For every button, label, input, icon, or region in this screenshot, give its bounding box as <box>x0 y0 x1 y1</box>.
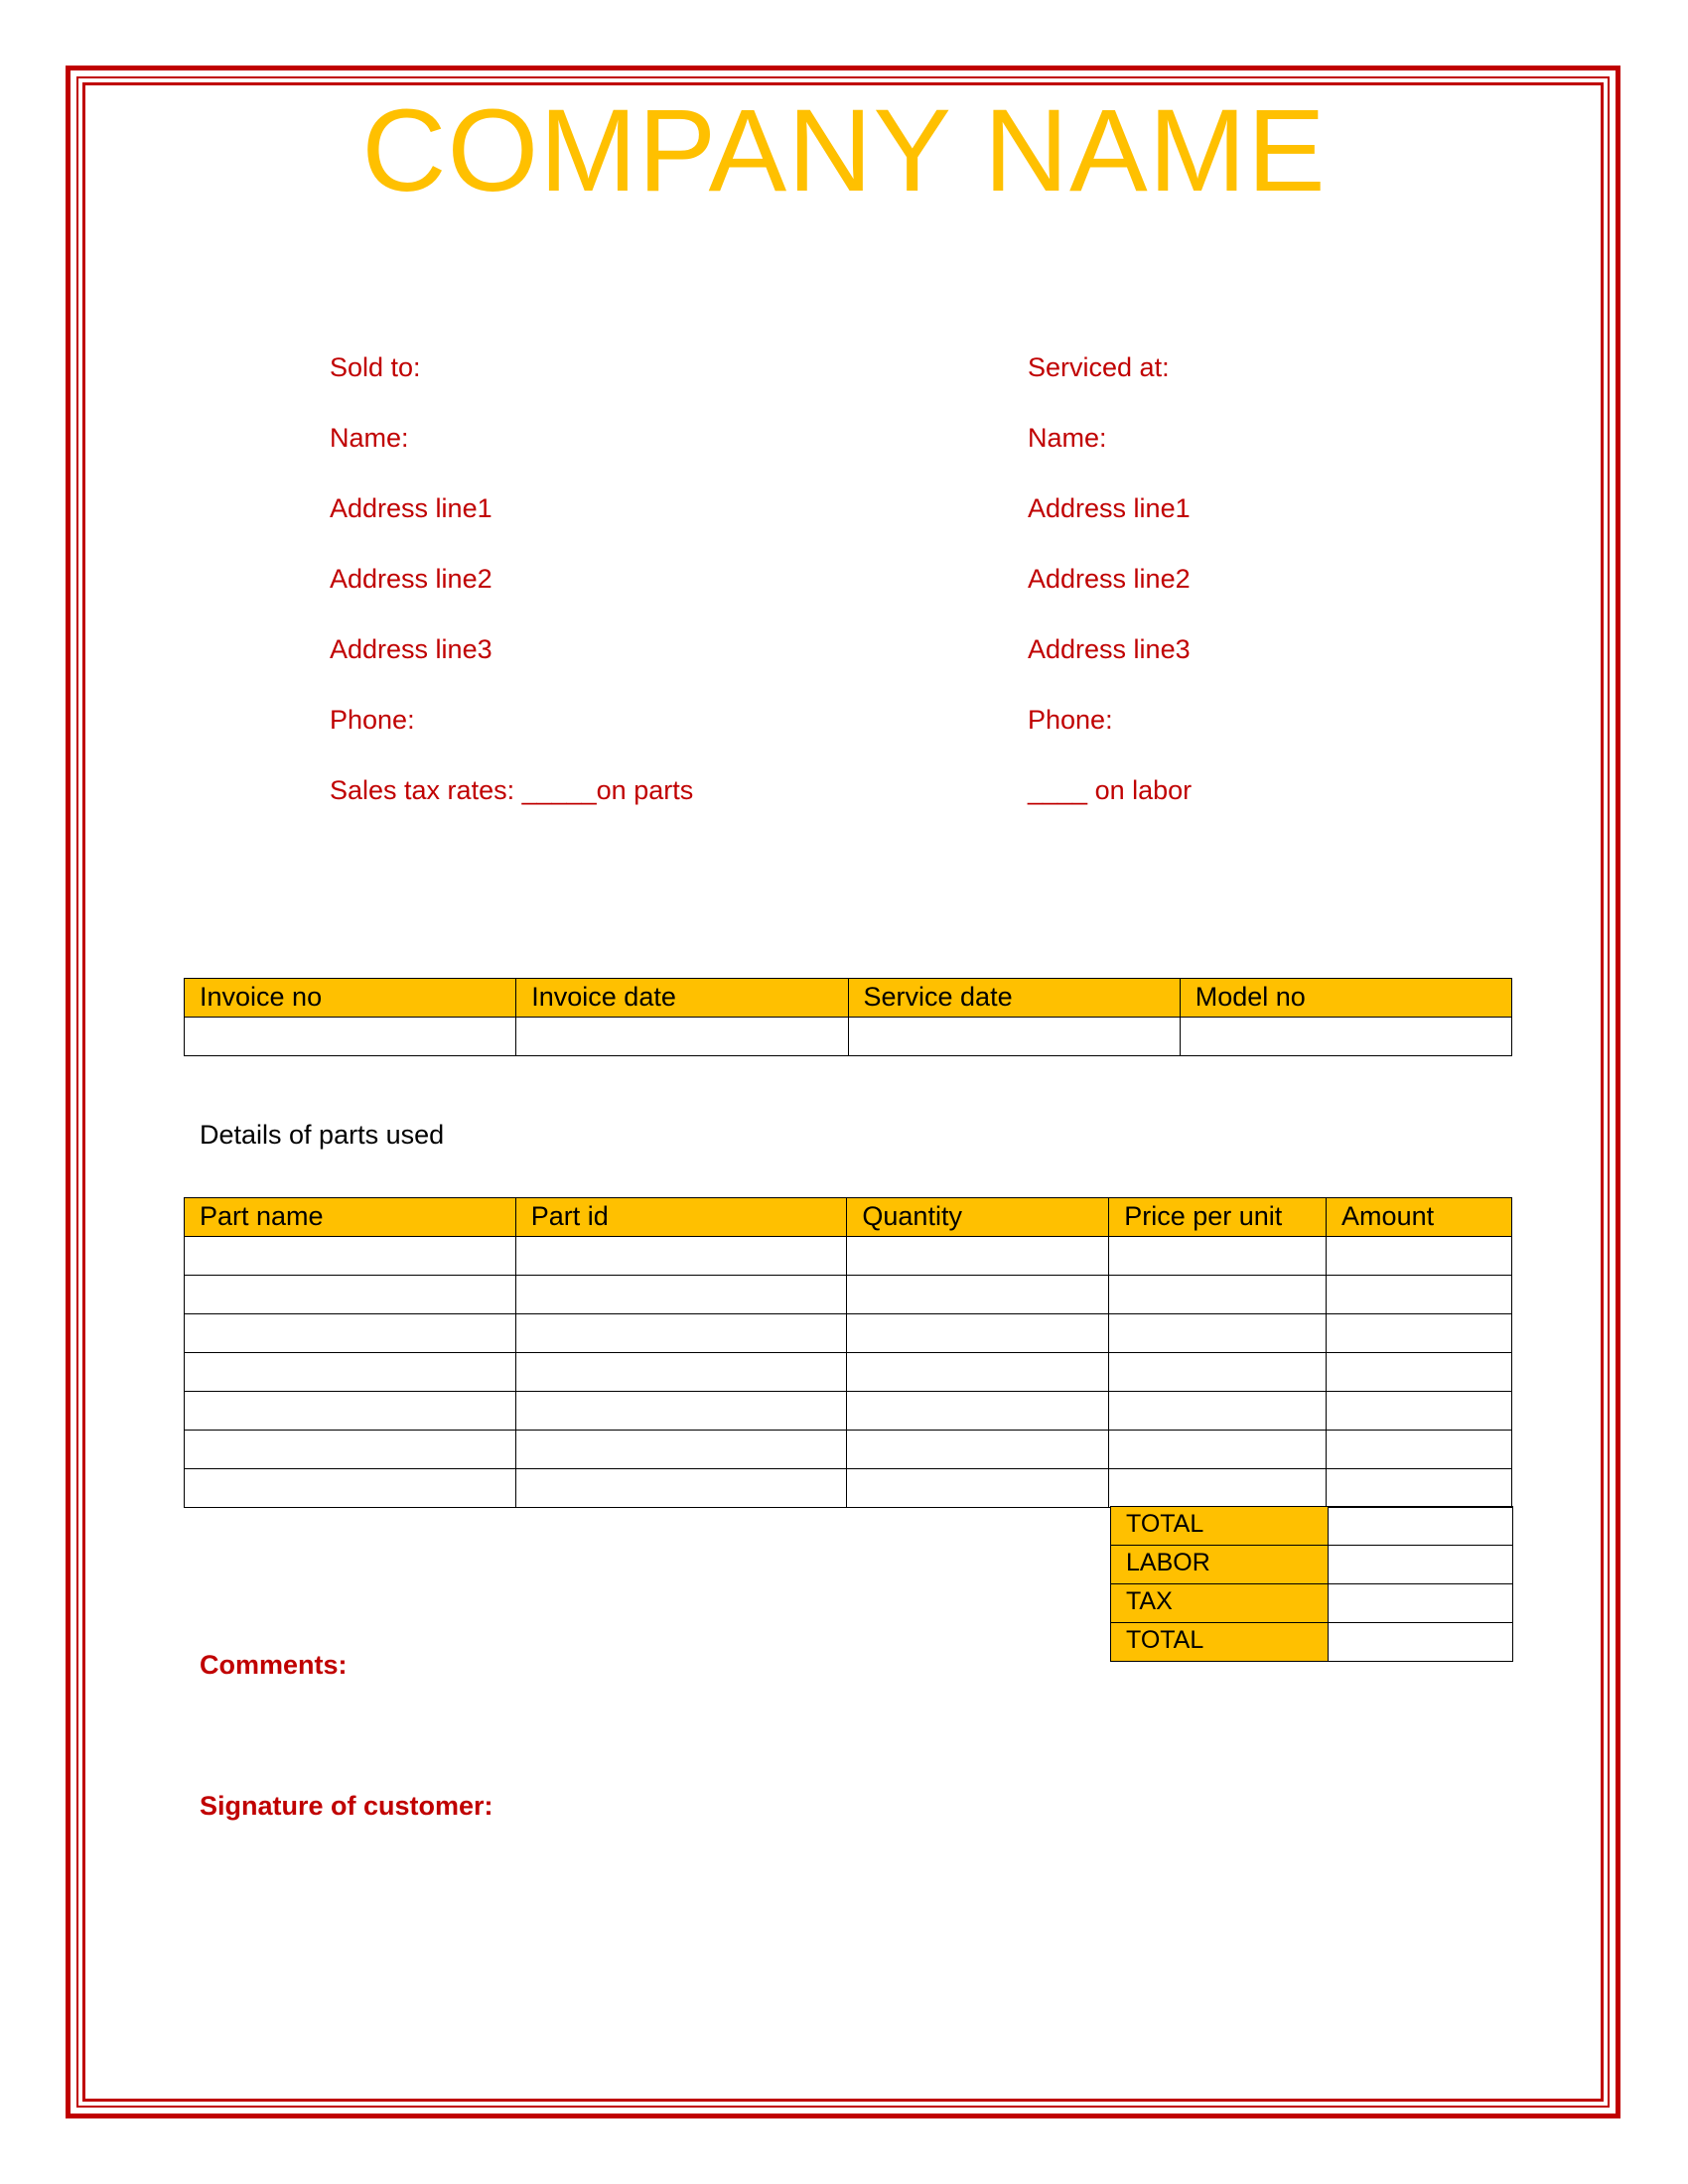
amount-cell[interactable] <box>1327 1314 1512 1353</box>
tax-value-cell[interactable] <box>1329 1584 1513 1623</box>
part-name-cell[interactable] <box>185 1276 516 1314</box>
invoice-date-header: Invoice date <box>516 979 848 1018</box>
sold-to-heading: Sold to: <box>330 352 421 382</box>
part-id-cell[interactable] <box>515 1237 847 1276</box>
part-id-cell[interactable] <box>515 1431 847 1469</box>
price-per-unit-cell[interactable] <box>1109 1469 1327 1508</box>
quantity-cell[interactable] <box>847 1314 1109 1353</box>
service-date-cell[interactable] <box>848 1018 1180 1056</box>
amount-cell[interactable] <box>1327 1237 1512 1276</box>
sold-to-address1: Address line1 <box>330 493 492 523</box>
part-name-cell[interactable] <box>185 1314 516 1353</box>
parts-row <box>185 1392 1512 1431</box>
totals-row <box>1111 1623 1513 1662</box>
serviced-at-block <box>1028 351 1192 845</box>
grand-total-value-cell[interactable] <box>1329 1623 1513 1662</box>
quantity-cell[interactable] <box>847 1392 1109 1431</box>
parts-row <box>185 1237 1512 1276</box>
price-per-unit-cell[interactable] <box>1109 1237 1327 1276</box>
totals-table <box>1110 1506 1513 1662</box>
quantity-cell[interactable] <box>847 1237 1109 1276</box>
model-no-header: Model no <box>1180 979 1511 1018</box>
total-label: TOTAL <box>1111 1507 1329 1546</box>
model-no-cell[interactable] <box>1180 1018 1511 1056</box>
sold-to-block <box>330 351 693 845</box>
part-name-cell[interactable] <box>185 1237 516 1276</box>
labor-value-cell[interactable] <box>1329 1546 1513 1584</box>
parts-header-row <box>185 1198 1512 1237</box>
amount-cell[interactable] <box>1327 1276 1512 1314</box>
invoice-no-header: Invoice no <box>185 979 516 1018</box>
quantity-cell[interactable] <box>847 1353 1109 1392</box>
serviced-at-address2: Address line2 <box>1028 564 1191 594</box>
company-name: COMPANY NAME <box>361 85 1327 216</box>
sold-to-name: Name: <box>330 423 409 453</box>
quantity-cell[interactable] <box>847 1469 1109 1508</box>
totals-row <box>1111 1546 1513 1584</box>
price-per-unit-cell[interactable] <box>1109 1392 1327 1431</box>
part-id-cell[interactable] <box>515 1392 847 1431</box>
parts-row <box>185 1276 1512 1314</box>
parts-row <box>185 1353 1512 1392</box>
totals-row <box>1111 1584 1513 1623</box>
sold-to-phone: Phone: <box>330 705 415 735</box>
price-per-unit-cell[interactable] <box>1109 1276 1327 1314</box>
part-name-cell[interactable] <box>185 1353 516 1392</box>
sales-tax-labor: ____ on labor <box>1028 775 1193 805</box>
part-id-cell[interactable] <box>515 1469 847 1508</box>
sold-to-address3: Address line3 <box>330 634 492 664</box>
signature-label: Signature of customer: <box>200 1791 493 1821</box>
amount-header: Amount <box>1327 1198 1512 1237</box>
quantity-cell[interactable] <box>847 1276 1109 1314</box>
sales-tax-parts: Sales tax rates: _____on parts <box>330 775 694 805</box>
part-id-cell[interactable] <box>515 1314 847 1353</box>
part-id-cell[interactable] <box>515 1353 847 1392</box>
tax-label: TAX <box>1111 1584 1329 1623</box>
price-per-unit-cell[interactable] <box>1109 1353 1327 1392</box>
labor-label: LABOR <box>1111 1546 1329 1584</box>
part-id-header: Part id <box>515 1198 847 1237</box>
invoice-value-row <box>185 1018 1512 1056</box>
parts-row <box>185 1469 1512 1508</box>
serviced-at-name: Name: <box>1028 423 1107 453</box>
amount-cell[interactable] <box>1327 1353 1512 1392</box>
serviced-at-address3: Address line3 <box>1028 634 1191 664</box>
part-name-cell[interactable] <box>185 1469 516 1508</box>
invoice-header-row <box>185 979 1512 1018</box>
service-date-header: Service date <box>848 979 1180 1018</box>
amount-cell[interactable] <box>1327 1469 1512 1508</box>
comments-label: Comments: <box>200 1650 348 1680</box>
part-name-cell[interactable] <box>185 1392 516 1431</box>
serviced-at-phone: Phone: <box>1028 705 1113 735</box>
amount-cell[interactable] <box>1327 1392 1512 1431</box>
price-per-unit-header: Price per unit <box>1109 1198 1327 1237</box>
part-name-header: Part name <box>185 1198 516 1237</box>
amount-cell[interactable] <box>1327 1431 1512 1469</box>
serviced-at-address1: Address line1 <box>1028 493 1191 523</box>
quantity-header: Quantity <box>847 1198 1109 1237</box>
part-name-cell[interactable] <box>185 1431 516 1469</box>
parts-table <box>184 1197 1512 1508</box>
price-per-unit-cell[interactable] <box>1109 1314 1327 1353</box>
invoice-table <box>184 978 1512 1056</box>
parts-row <box>185 1314 1512 1353</box>
quantity-cell[interactable] <box>847 1431 1109 1469</box>
serviced-at-heading: Serviced at: <box>1028 352 1170 382</box>
parts-body <box>185 1237 1512 1508</box>
sold-to-address2: Address line2 <box>330 564 492 594</box>
invoice-no-cell[interactable] <box>185 1018 516 1056</box>
details-label: Details of parts used <box>200 1120 445 1150</box>
invoice-date-cell[interactable] <box>516 1018 848 1056</box>
price-per-unit-cell[interactable] <box>1109 1431 1327 1469</box>
total-value-cell[interactable] <box>1329 1507 1513 1546</box>
parts-row <box>185 1431 1512 1469</box>
grand-total-label: TOTAL <box>1111 1623 1329 1662</box>
part-id-cell[interactable] <box>515 1276 847 1314</box>
totals-row <box>1111 1507 1513 1546</box>
